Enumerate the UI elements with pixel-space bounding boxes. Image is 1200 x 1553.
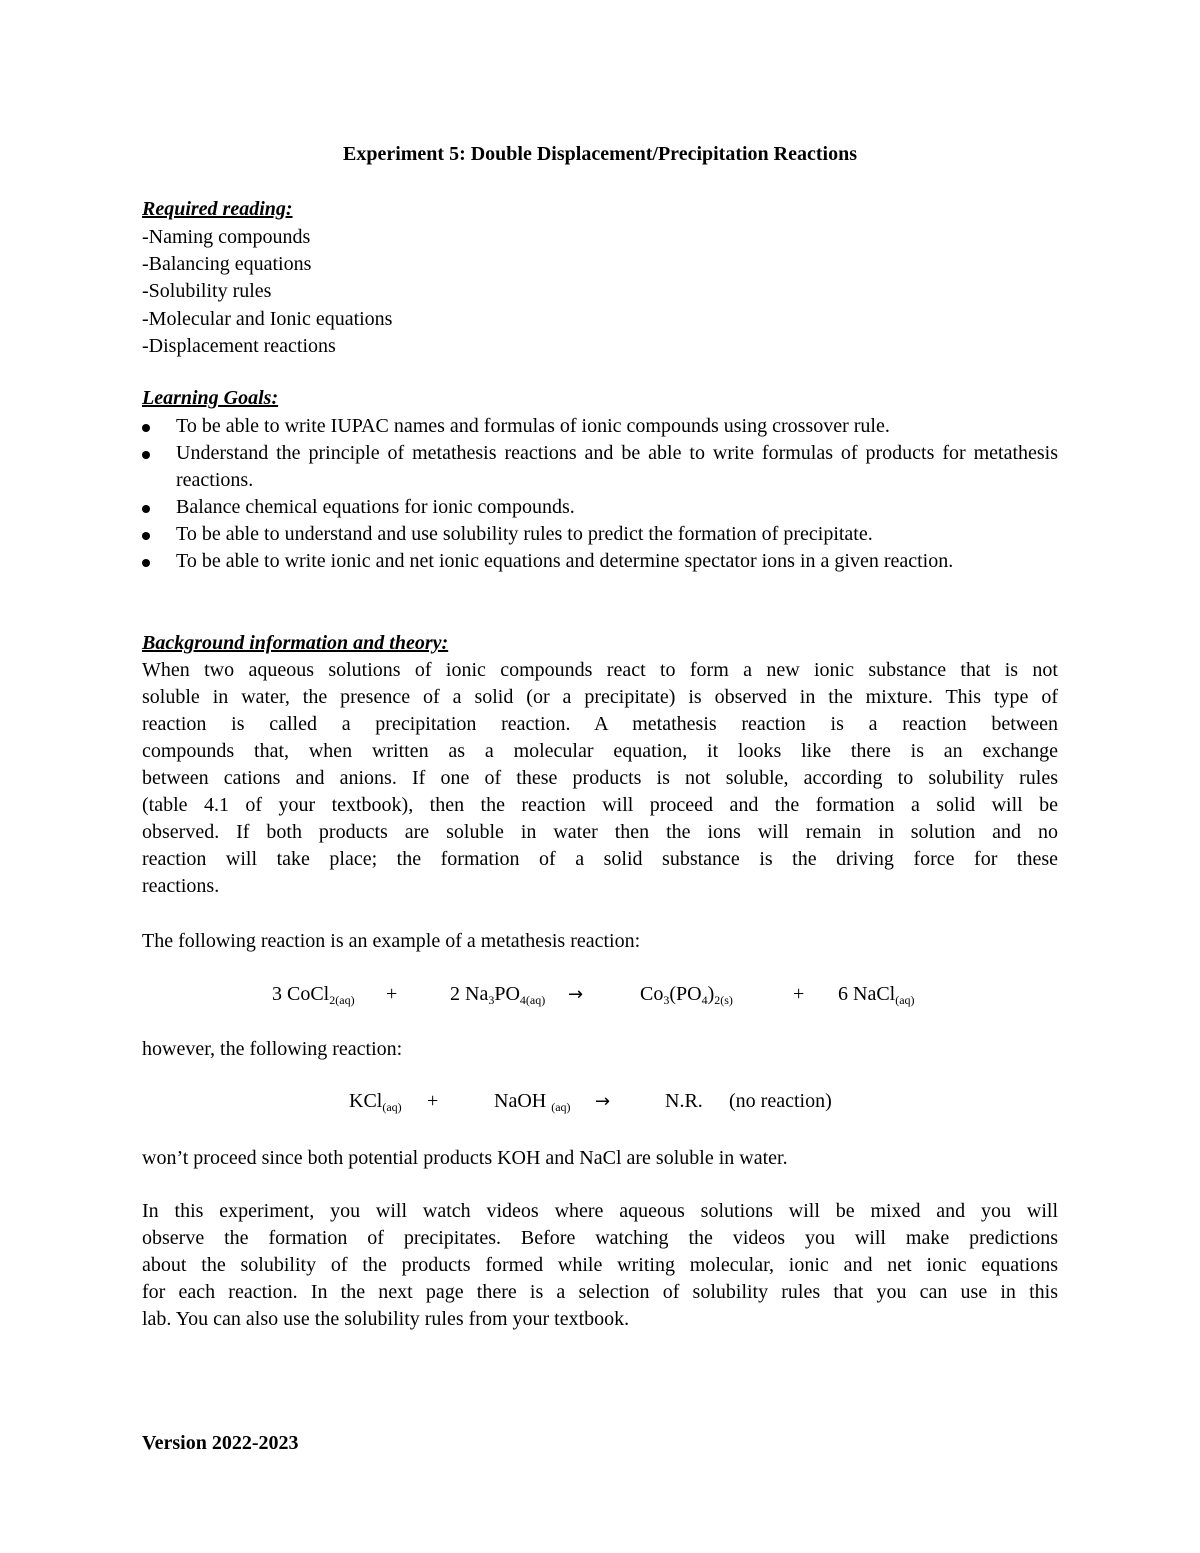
background-paragraph	[142, 657, 1058, 900]
eq1-reactant-2: 2 $Na_3PO_{4(aq)}$	[450, 983, 546, 1007]
however-text: however, the following reaction:	[142, 1038, 403, 1060]
bullet-icon	[142, 451, 150, 459]
arrow-right-icon: →	[595, 1091, 611, 1112]
learning-goals-list	[142, 413, 1058, 575]
reading-item: -Displacement reactions	[142, 335, 336, 357]
bullet-icon	[142, 424, 150, 432]
paragraph-line: lab. You can also use the solubility rules from your textbook.	[142, 1308, 630, 1330]
paragraph-line: compounds that, when written as a molecular equation, it looks like there is an exchange	[142, 740, 1058, 762]
eq2-product: N.R.	[665, 1090, 703, 1112]
paragraph-line: reactions.	[142, 875, 220, 897]
learning-goals-heading: Learning Goals:	[142, 387, 279, 409]
background-heading: Background information and theory:	[142, 632, 449, 654]
eq2-plus: +	[427, 1090, 439, 1112]
reading-item: -Molecular and Ionic equations	[142, 308, 393, 330]
paragraph-line: for each reaction. In the next page there is a selection of solubility rules that you can use in this	[142, 1281, 1058, 1303]
arrow-right-icon: →	[568, 984, 584, 1005]
bullet-icon	[142, 532, 150, 540]
paragraph-line: observed. If both products are soluble in water then the ions will remain in solution and no	[142, 821, 1058, 843]
page-title: Experiment 5: Double Displacement/Precipitation Reactions	[342, 143, 857, 165]
eq1-product-1: $Co_3(PO_4)_{2(s)}$	[640, 983, 733, 1007]
reading-item: -Solubility rules	[142, 280, 272, 302]
paragraph-line: soluble in water, the presence of a solid (or a precipitate) is observed in the mixture. This type of	[142, 686, 1058, 708]
reading-item: -Balancing equations	[142, 253, 312, 275]
required-reading-heading: Required reading:	[142, 198, 293, 220]
paragraph-line: In this experiment, you will watch videos where aqueous solutions will be mixed and you will	[142, 1200, 1058, 1222]
paragraph-line: observe the formation of precipitates. Before watching the videos you will make predictions	[142, 1227, 1058, 1249]
eq1-reactant-1: 3 CoCl$_{2(aq)}$	[272, 983, 355, 1007]
eq1-plus: +	[386, 983, 398, 1005]
paragraph-line: reaction will take place; the formation of a solid substance is the driving force for these	[142, 848, 1058, 870]
goal-item: To be able to understand and use solubility rules to predict the formation of precipitate.	[142, 521, 1058, 548]
paragraph-line: reaction is called a precipitation reaction. A metathesis reaction is a reaction between	[142, 713, 1058, 735]
bullet-icon	[142, 559, 150, 567]
paragraph-line: When two aqueous solutions of ionic compounds react to form a new ionic substance that is not	[142, 659, 1058, 681]
version-footer: Version 2022-2023	[142, 1432, 299, 1454]
eq1-plus: +	[793, 983, 805, 1005]
bullet-icon	[142, 505, 150, 513]
paragraph-line: (table 4.1 of your textbook), then the reaction will proceed and the formation a solid will be	[142, 794, 1058, 816]
goal-item: To be able to write ionic and net ionic equations and determine spectator ions in a given reaction.	[142, 548, 1058, 575]
reading-item: -Naming compounds	[142, 226, 311, 248]
wont-proceed-text: won’t proceed since both potential products KOH and NaCl are soluble in water.	[142, 1147, 788, 1169]
eq2-reactant-2: NaOH $_{(aq)}$	[494, 1090, 571, 1114]
paragraph-line: between cations and anions. If one of these products is not soluble, according to solubility rules	[142, 767, 1058, 789]
eq2-reactant-1: KCl$_{(aq)}$	[349, 1090, 402, 1114]
example-intro: The following reaction is an example of a metathesis reaction:	[142, 930, 641, 952]
goal-item: To be able to write IUPAC names and formulas of ionic compounds using crossover rule.	[142, 413, 1058, 440]
goal-item: Understand the principle of metathesis reactions and be able to write formulas of products for metathesis reactions.	[142, 440, 1058, 494]
eq2-note: (no reaction)	[729, 1090, 832, 1112]
eq1-product-2: 6 NaCl$_{(aq)}$	[838, 983, 915, 1007]
paragraph-line: about the solubility of the products formed while writing molecular, ionic and net ionic equations	[142, 1254, 1058, 1276]
goal-item: Balance chemical equations for ionic compounds.	[142, 494, 1058, 521]
experiment-paragraph	[142, 1198, 1058, 1333]
